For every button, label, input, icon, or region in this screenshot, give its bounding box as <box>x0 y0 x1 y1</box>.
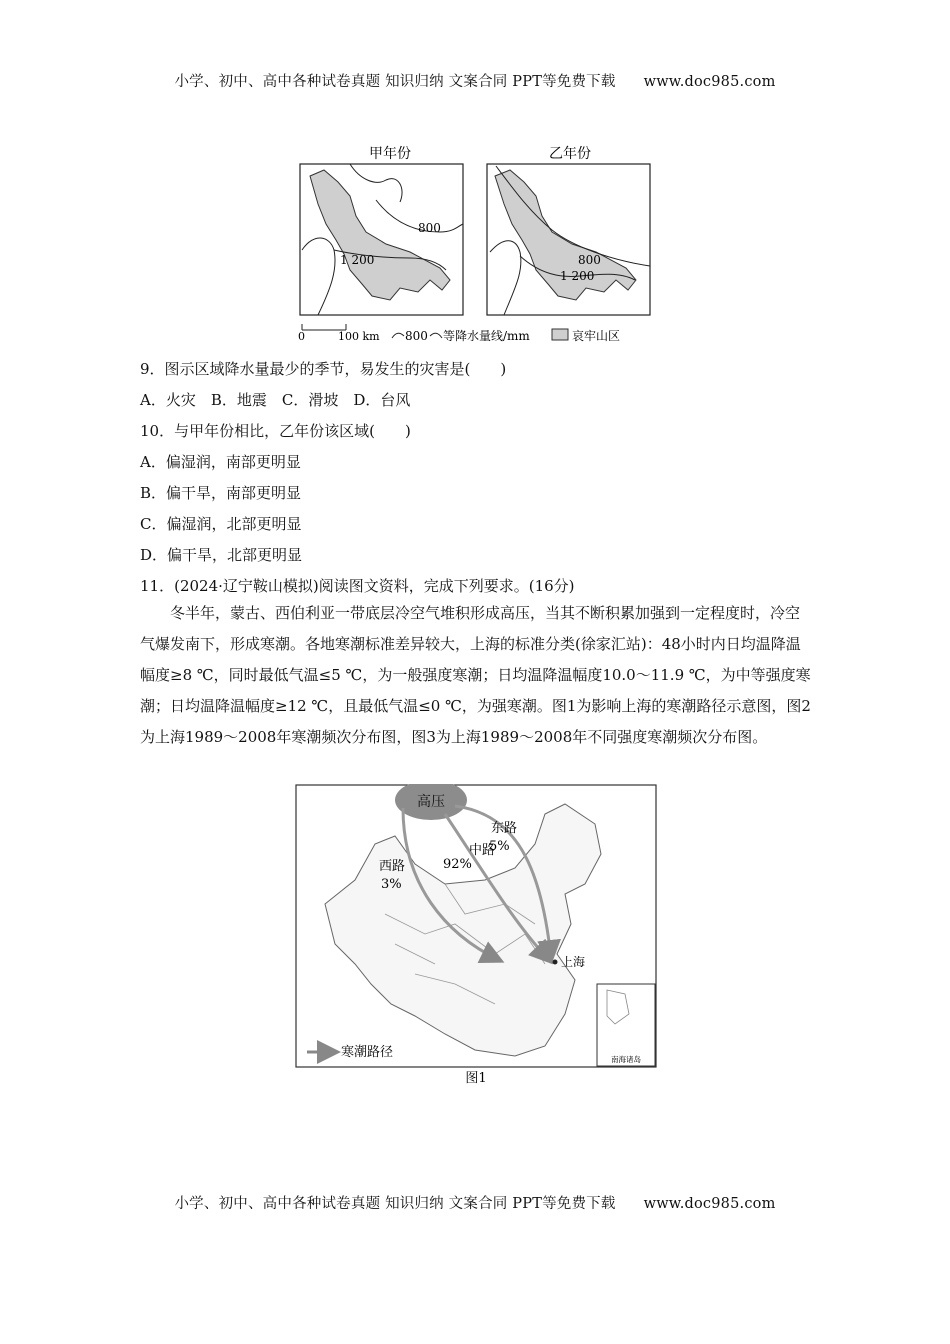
precipitation-figure <box>290 140 670 350</box>
scale-label: 100 km <box>338 330 380 343</box>
footer-text: 小学、初中、高中各种试卷真题 知识归纳 文案合同 PPT等免费下载 <box>174 1196 616 1212</box>
q11-passage <box>140 598 812 753</box>
fig1-caption: 图1 <box>465 1071 487 1084</box>
header-url[interactable]: www.doc985.com <box>643 74 776 90</box>
right-map-title: 乙年份 <box>549 146 591 162</box>
left-iso-800: 800 <box>418 221 441 235</box>
right-iso-800: 800 <box>578 253 601 267</box>
west-route-pct: 3% <box>381 877 402 892</box>
q10-option-a: A．偏湿润，南部更明显 <box>140 453 301 471</box>
inset-label: 南海诸岛 <box>611 1055 641 1064</box>
route-legend: 寒潮路径 <box>341 1045 394 1060</box>
q9-options: A．火灾 B．地震 C．滑坡 D．台风 <box>140 391 411 409</box>
mid-route-pct: 92% <box>443 857 472 872</box>
q10-option-c: C．偏湿润，北部更明显 <box>140 515 302 533</box>
right-map <box>487 164 650 315</box>
mid-route-label: 中路 <box>469 843 496 858</box>
left-map <box>300 164 463 315</box>
q9-stem: 9．图示区域降水量最少的季节，易发生的灾害是( ) <box>140 360 507 378</box>
scale-bar <box>298 324 380 343</box>
q10-option-b: B．偏干旱，南部更明显 <box>140 484 302 502</box>
legend-area-swatch <box>552 329 568 340</box>
east-route-pct: 5% <box>489 839 510 854</box>
high-pressure-label: 高压 <box>417 794 445 810</box>
header-text: 小学、初中、高中各种试卷真题 知识归纳 文案合同 PPT等免费下载 <box>174 74 616 90</box>
page-footer <box>0 1192 950 1213</box>
q10-option-d: D．偏干旱，北部更明显 <box>140 546 303 564</box>
left-map-title: 甲年份 <box>369 146 411 162</box>
left-iso-1200: 1 200 <box>340 253 375 267</box>
cold-wave-map <box>295 784 657 1084</box>
legend-area-text: 哀牢山区 <box>572 329 621 343</box>
page-header <box>0 70 950 91</box>
legend <box>392 328 620 343</box>
scale-zero: 0 <box>298 330 305 343</box>
legend-iso-text: 等降水量线/mm <box>443 329 530 343</box>
q11-passage-text: 冬半年，蒙古、西伯利亚一带底层冷空气堆积形成高压，当其不断积累加强到一定程度时，冷空气爆发南下，形成寒潮。各地寒潮标准差异较大，上海的标准分类(徐家汇站)：48小时内日均温降温幅度≥8 ℃，同时最低气温≤5 ℃，为一般强度寒潮；日均温降温幅度10.0～11.9 ℃，为中等强度寒潮；日均温降温幅度≥12 ℃，且最低气温≤0 ℃，为强寒潮。图1为影响上海的寒潮路径示意图，图2为上海1989～2008年寒潮频次分布图，图3为上海1989～2008年不同强度寒潮频次分布图。 <box>140 604 811 746</box>
footer-url[interactable]: www.doc985.com <box>643 1196 776 1212</box>
west-route-label: 西路 <box>379 859 406 874</box>
legend-iso-value: 800 <box>405 329 428 343</box>
right-iso-1200: 1 200 <box>560 269 595 283</box>
q11-stem: 11．(2024·辽宁鞍山模拟)阅读图文资料，完成下列要求。(16分) <box>140 577 575 595</box>
inset-box <box>597 984 655 1066</box>
q10-stem: 10．与甲年份相比，乙年份该区域( ) <box>140 422 411 440</box>
east-route-label: 东路 <box>491 821 518 836</box>
shanghai-label: 上海 <box>561 955 586 969</box>
